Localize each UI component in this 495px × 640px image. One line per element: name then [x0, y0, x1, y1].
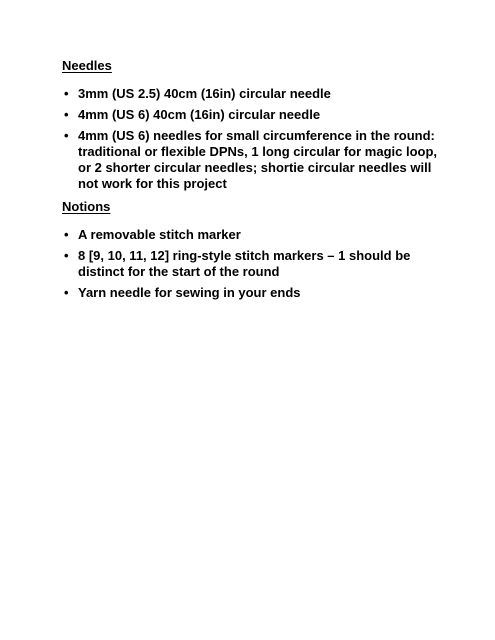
list-item-text: 4mm (US 6) 40cm (16in) circular needle — [78, 107, 321, 122]
bullet-icon: • — [64, 248, 69, 263]
list-item-text: 3mm (US 2.5) 40cm (16in) circular needle — [78, 86, 331, 101]
needles-list — [62, 86, 442, 192]
list-item — [62, 285, 442, 301]
list-item-text: 4mm (US 6) needles for small circumference in the round: traditional or flexible DPNs, 1 long circular for magic loop, or 2 shorter circular needles; shortie circular needles will not work for this project — [78, 128, 438, 191]
list-item-text: 8 [9, 10, 11, 12] ring-style stitch markers – 1 should be distinct for the start of the round — [78, 248, 411, 279]
notions-list — [62, 227, 442, 301]
list-item — [62, 128, 442, 192]
list-item — [62, 227, 442, 243]
notions-heading: Notions — [62, 199, 111, 214]
needles-heading: Needles — [62, 58, 112, 73]
list-item — [62, 107, 442, 123]
list-item — [62, 248, 442, 280]
bullet-icon: • — [64, 107, 69, 122]
bullet-icon: • — [64, 227, 69, 242]
list-item — [62, 86, 442, 102]
list-item-text: A removable stitch marker — [78, 227, 241, 242]
list-item-text: Yarn needle for sewing in your ends — [78, 285, 301, 300]
bullet-icon: • — [64, 86, 69, 101]
bullet-icon: • — [64, 285, 69, 300]
bullet-icon: • — [64, 128, 69, 143]
